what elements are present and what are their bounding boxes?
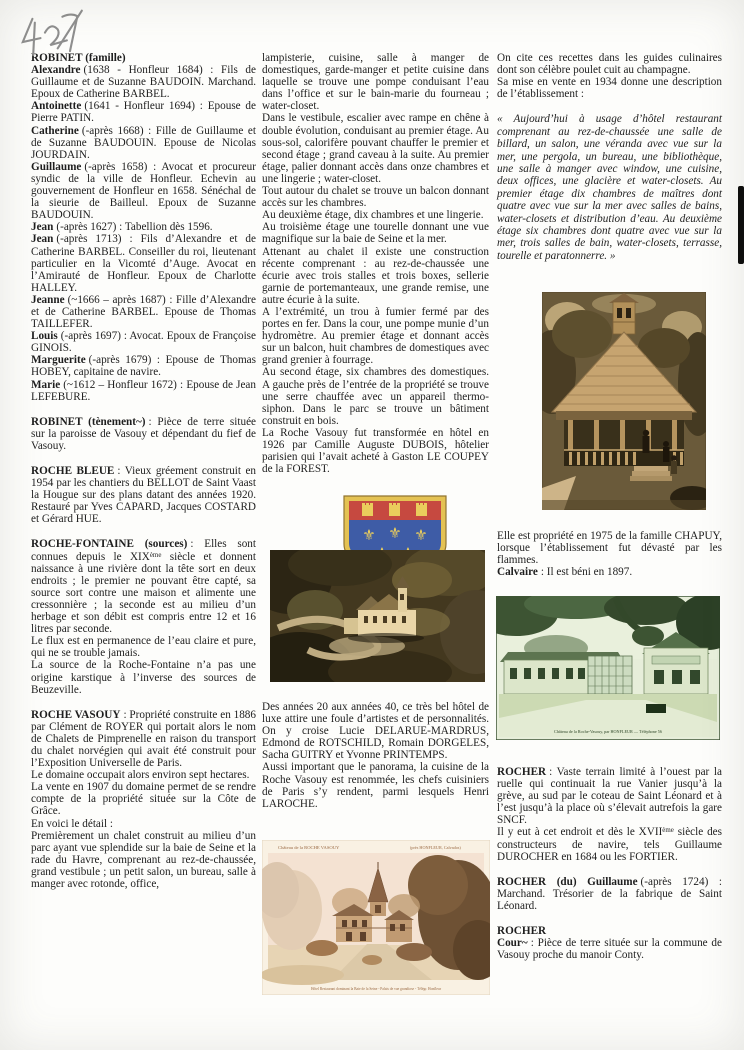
entry-name: Catherine (31, 124, 79, 137)
paragraph: Le flux est en permanence de l’eau claire et pure, qui ne se trouble jamais. (31, 635, 256, 660)
column-1 (31, 52, 256, 890)
entry-name: ROCHER (497, 925, 547, 938)
photo-aerial-roche-vasouy (270, 550, 485, 682)
postcard-caption-left: Château de la ROCHE VASOUY (278, 845, 340, 850)
gazebo-photo-illustration (542, 292, 706, 510)
entry-name: Antoinette (31, 100, 82, 113)
paragraph: A l’extrémité, un trou à fumier fermé par des portes en fer. Dans la cour, une pompe munie d’un hydromètre. Au premier étage et donnant accès sur un balcon, huit chambres de domestiques avec grand grenier à fourrage. (262, 305, 489, 367)
entry-name: ROBINET (famille) (31, 52, 126, 64)
entry-text: (-après 1724) : Marchand. Trésorier de la fabrique de Saint Léonard. (497, 875, 722, 912)
postcard-illustration (262, 840, 490, 995)
chief-charges (362, 503, 427, 516)
entry-text: (-après 1668) : Fille de Guillaume et de Suzanne BAUDOUIN. Epouse de Nicolas JOURDAIN. (31, 124, 256, 161)
entry-name: ROCHE VASOUY (31, 708, 121, 721)
entry-text: : Elles sont connues depuis le XIX (31, 538, 256, 563)
handwritten-page-number-427 (12, 5, 90, 61)
family-entry (31, 233, 256, 293)
entry-text: : Vieux gréement construit en 1954 par les chantiers du BELLOT de Saint Vaast la Hougue sur des plans datant des années 1920. Restauré par Yves CAPARD, Jacques COSTARD et Gérard HUE. (31, 465, 257, 526)
entry-text: siècle et donnent naissance à une rivière dont la tête sort en deux endroits ; le premier ne pouvant être capté, sa source sort contre une maison et alimente une cressonnière ; la seconde est au milieu d’un herbage et son débit est compris entre 12 et 16 litres par seconde. (31, 550, 256, 636)
postcard-chateau-roche-vasouy (262, 840, 490, 995)
entry-text: (1641 - Honfleur 1694) : Epouse de Pierre PATIN. (31, 100, 256, 125)
entry-text: (~1612 – Honfleur 1672) : Epouse de Jean LEFEBURE. (31, 378, 256, 403)
svg-text:⚜: ⚜ (362, 526, 376, 544)
scan-artifact-bar (738, 186, 744, 264)
entry-text: : Il est béni en 1897. (540, 566, 633, 579)
aerial-photo-illustration (270, 550, 485, 682)
entry-text: (-après 1713) : Fils d’Alexandre et de Catherine BARBEL. Conseiller du roi, lieutenant particulier en la Vicomté d’Auge. Avocat en l’Amirauté de Honfleur. Epoux de Charlotte HALLEY. (31, 233, 256, 294)
entry-name: Jean (31, 233, 54, 246)
entry-name: Guillaume (31, 160, 82, 173)
chalet-windows (654, 670, 700, 684)
paragraph: Premièrement un chalet construit au milieu d’un parc ayant vue splendide sur la baie de Seine et la rade du Havre, comprenant au rez-de-chaussée, grand vestibule ; un petit salon, un bureau, salle à manger avec rotonde, office, (31, 829, 256, 890)
entry-name: Jeanne (31, 293, 65, 306)
svg-text:⚜: ⚜ (414, 526, 428, 544)
entry-text: (1638 - Honfleur 1684) : Fils de Guillaume et de Suzanne BAUDOIN. Marchand. Epoux de Catherine BARBEL. (31, 64, 256, 101)
family-entry (31, 125, 256, 161)
entry-text: : Propriété construite en 1886 par Clément de ROYER qui portait alors le nom de Chalets de Pimprenelle en raison du transport du chalet norvégien qui avait été construit pour l’Exposition Universelle de Paris. (31, 708, 256, 770)
column-3-lower (497, 766, 722, 961)
photo-gazebo-pavilion (542, 292, 706, 510)
entry-robinet-tenement (31, 416, 256, 452)
entry-name: Marie (31, 378, 61, 391)
entry-rocher (497, 766, 722, 826)
entry-text: Il y eut à cet endroit et dès le XVII (497, 826, 663, 839)
paragraph: Attenant au chalet il existe une construction récente comprenant : au rez-de-chaussée une écurie avec trois stalles et trois boxes, sellerie garnie de portemanteaux, une grande remise, une autre écurie à la suite. (262, 245, 489, 306)
entry-name: ROCHE-FONTAINE (sources) (31, 538, 188, 551)
entry-name: Cour~ (497, 937, 528, 950)
entry-text: : Pièce de terre située sur la paroisse de Vasouy et dépendant du fief de Vasouy. (31, 415, 256, 452)
family-entry (31, 161, 256, 221)
column-2-upper (262, 52, 489, 475)
column-3-middle (497, 530, 722, 578)
paragraph: Au troisième étage une tourelle donnant une vue magnifique sur la baie de Seine et la mer. (262, 221, 489, 246)
paragraph: Au deuxième étage, dix chambres et une lingerie. (262, 209, 484, 222)
paragraph: La Roche Vasouy fut transformée en hôtel en 1926 par Camille Auguste DUBOIS, hôtelier parisien qui l’avait acheté à Gaston LE COUPEY de la FOREST. (262, 426, 489, 476)
entry-name: Alexandre (31, 64, 81, 77)
superscript-eme: ème (149, 550, 162, 559)
entry-rocher-du-guillaume (497, 876, 722, 912)
entry-name: ROBINET (tènement~) (31, 415, 146, 428)
postcard-caption-right: (près HONFLEUR, Calvados) (410, 845, 461, 850)
postcard-caption-bottom: Hôtel Restaurant dominant la Baie de la Seine - Palais de vue grandiose - Télégr. Honfleur (310, 987, 442, 991)
entry-text: siècle des constructeurs de navire, tels Guillaume DUROCHER en 1684 ou les FORTIER. (497, 826, 722, 863)
paragraph: En voici le détail : (31, 817, 114, 830)
entry-text: (-après 1658) : Avocat et procureur syndic de la ville de Honfleur. Echevin au gouvernement de Honfleur en 1658. Sénéchal de la sieurie de Bailleul. Epoux de Suzanne BAUDOUIN. (31, 160, 256, 222)
paragraph: On cite ces recettes dans les guides culinaires dont son célèbre poulet cuit au champagne. (497, 52, 722, 77)
family-entry (31, 64, 256, 100)
paragraph: La source de la Roche-Fontaine n’a pas une origine karstique à l’inverse des sources de Beuzeville. (31, 659, 256, 696)
family-entry (31, 379, 256, 403)
entry-name: Jean (31, 221, 54, 234)
entry-text: : Pièce de terre située sur la commune de Vasouy proche du manoir Conty. (497, 937, 722, 962)
paragraph: Sa mise en vente en 1934 donne une description de l’établissement : (497, 76, 722, 101)
paragraph: lampisterie, cuisine, salle à manger de domestiques, garde-manger et petite cuisine dans laquelle se trouve une pompe conduisant l’eau dans l’office et sur le bain-marie du fourneau ; water-closet. (262, 52, 489, 113)
entry-heading-rocher (497, 925, 722, 937)
paragraph: Au second étage, six chambres des domestiques. A gauche près de l’entrée de la propriété se trouve une serre chauffée avec un appareil thermo-siphon. Dans le parc se trouve un bâtiment construit en bois. (262, 366, 489, 427)
green-postcard-illustration (496, 596, 720, 740)
svg-text:⚜: ⚜ (388, 524, 402, 542)
family-entry (31, 294, 256, 330)
superscript-eme: ème (662, 826, 674, 835)
family-entry (31, 221, 256, 233)
paragraph: Tout autour du chalet se trouve un balcon donnant accès sur les chambres. (262, 185, 489, 210)
family-entry (31, 330, 256, 354)
paragraph: La vente en 1907 du domaine permet de se rendre compte de la propriété située sur la Côte de Grâce. (31, 781, 256, 818)
entry-name: ROCHER (du) Guillaume (497, 875, 638, 888)
entry-text: (-après 1679) : Epouse de Thomas HOBEY, capitaine de navire. (31, 354, 256, 379)
paragraph: Elle est propriété en 1975 de la famille CHAPUY, lorsque l’établissement fut dévasté par les flammes. (497, 530, 722, 567)
entry-text: (-après 1697) : Avocat. Epoux de Françoise GINOIS. (31, 330, 256, 355)
entry-text: (~1666 – après 1687) : Fille d’Alexandre et de Catherine BARBEL. Epouse de Thomas TAILLEFER. (31, 293, 256, 331)
paragraph: Le domaine occupait alors environ sept hectares. (31, 769, 250, 782)
family-entry (31, 100, 256, 124)
entry-rocher-cour (497, 937, 722, 961)
entry-name: Louis (31, 330, 58, 343)
entry-roche-bleue (31, 465, 256, 525)
column-2-lower (262, 701, 489, 810)
column-3-upper (497, 52, 722, 262)
paragraph: Aussi important que le panorama, la cuisine de la Roche Vasouy est renommée, les chefs cuisiniers de Paris s’y rendent, parmi lesquels Henri LAROCHE. (262, 761, 489, 810)
entry-text: (-après 1627) : Tabellion dès 1596. (56, 221, 213, 234)
paragraph: Des années 20 aux années 40, ce très bel hôtel de luxe attire une foule d’artistes et de personnalités. On y croise Lucie DELARUE-MARDRUS, Edmond de ROTSCHILD, Romain DORGELES, Sacha GUITRY et Yvonne PRINTEMPS. (262, 701, 489, 762)
entry-name: Calvaire (497, 566, 538, 579)
entry-calvaire (497, 566, 722, 578)
sale-description-quote: « Aujourd’hui à usage d’hôtel restaurant comprenant au rez-de-chaussée une salle de billard, un salon, une véranda avec vue sur la mer, une pergola, un bureau, une bibliothèque, une salle à manger avec window, une cuisine, deux offices, une glacière et water-closets. Au premier étage dix chambres de maîtres dont quatre avec vue sur la mer avec salles de bains, water-closets et distribution d’eau. Au deuxième étage six chambres dont quatre avec vue sur la mer, trois salles de bain, water-closets, terrasse, tourelle et paratonnerre. » (497, 113, 722, 262)
paragraph: Dans le vestibule, escalier avec rampe en chêne à double évolution, conduisant au premier étage. Au sous-sol, calorifère pouvant chauffer le premier et second étage ; grand caveau à la suite. Au premier étage, palier donnant accès dans onze chambres et une lingerie ; water-closet. (262, 112, 489, 185)
entry-text: : Vaste terrain limité à l’ouest par la ruelle qui continuait la rue Vanier jusqu’à la grève, au sud par le coteau de Saint Léonard et à l’est jusqu’à la place où s’élevait autrefois la gare SNCF. (497, 766, 722, 827)
postcard-green-chalet (496, 596, 720, 740)
entry-name: ROCHER (497, 766, 547, 778)
entry-roche-fontaine (31, 538, 256, 635)
green-postcard-caption: Château de la Roche-Vasouy, par HONFLEUR — Téléphone 56 (554, 729, 662, 734)
paragraph (497, 826, 722, 862)
entry-name: Marguerite (31, 354, 86, 367)
entry-name: ROCHE BLEUE (31, 465, 115, 477)
family-entry (31, 354, 256, 378)
entry-roche-vasouy (31, 709, 256, 769)
